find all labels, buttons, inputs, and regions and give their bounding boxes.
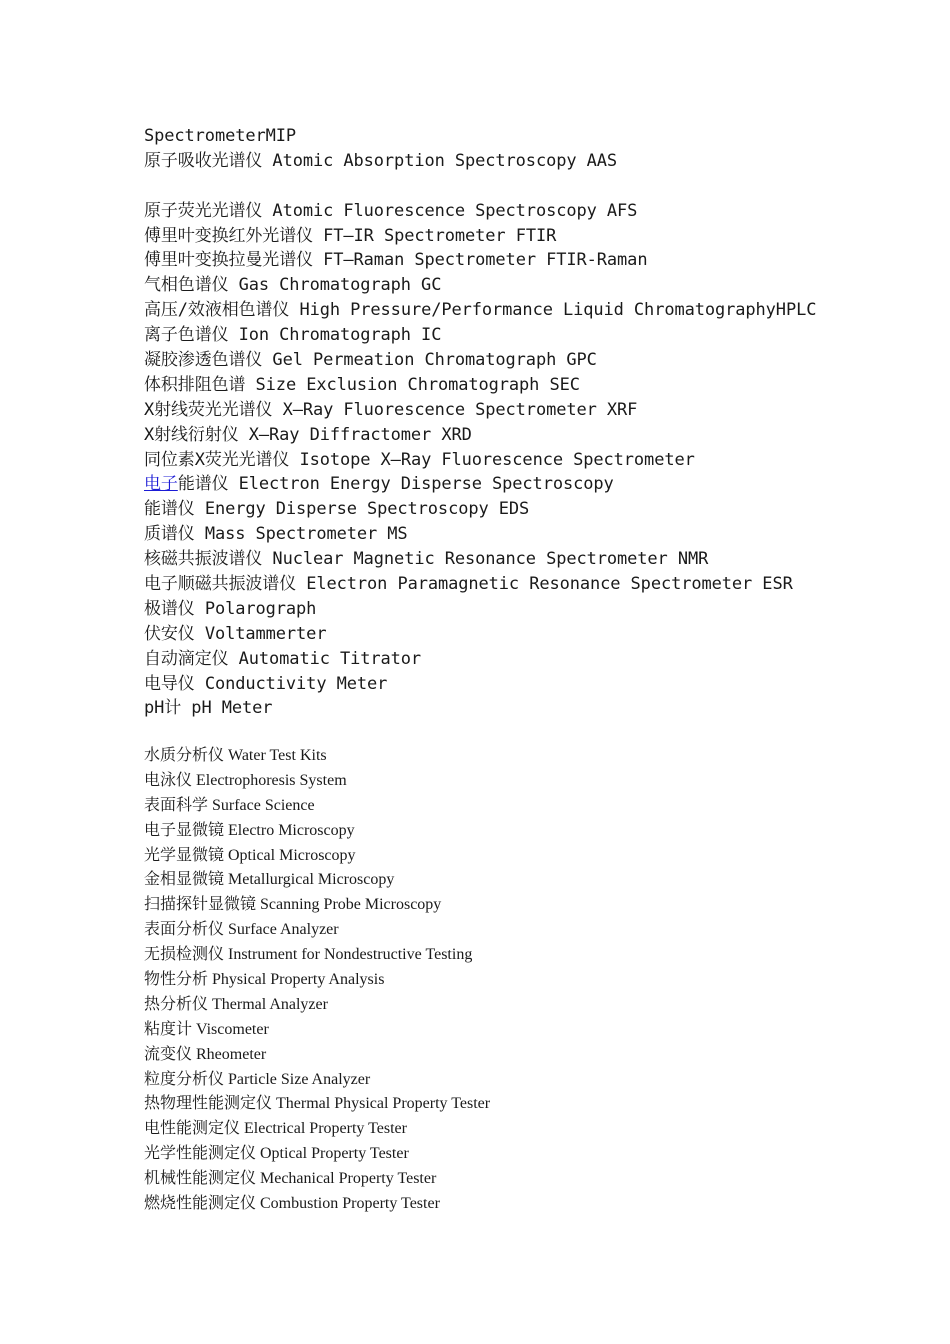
text-line: 电子显微镜 Electro Microscopy [144,821,355,839]
text-line: 电性能测定仪 Electrical Property Tester [144,1120,407,1138]
text-line: 同位素X荧光光谱仪 Isotope X—Ray Fluorescence Spectrometer [144,449,695,470]
text-line: 原子荧光光谱仪 Atomic Fluorescence Spectroscopy AFS [144,200,638,221]
text-line: 光学显微镜 Optical Microscopy [144,846,356,864]
text-line: 热分析仪 Thermal Analyzer [144,995,328,1013]
text-line: 热物理性能测定仪 Thermal Physical Property Tester [144,1095,491,1113]
text-line: SpectrometerMIP [144,126,297,146]
text-line-rest: 能谱仪 Electron Energy Disperse Spectroscopy [177,474,614,495]
text-line: 伏安仪 Voltammerter [144,623,327,644]
text-line: 体积排阻色谱 Size Exclusion Chromatograph SEC [144,374,580,395]
text-line: 流变仪 Rheometer [144,1045,267,1063]
text-line: X射线荧光光谱仪 X—Ray Fluorescence Spectrometer XRF [144,399,638,420]
text-line: 粒度分析仪 Particle Size Analyzer [144,1070,371,1088]
text-line: 机械性能测定仪 Mechanical Property Tester [144,1170,437,1188]
text-line: 原子吸收光谱仪 Atomic Absorption Spectroscopy AAS [144,150,618,171]
text-line: 离子色谱仪 Ion Chromatograph IC [144,325,442,346]
text-line: 电导仪 Conductivity Meter [144,673,388,694]
text-line: 质谱仪 Mass Spectrometer MS [144,524,408,545]
text-line: 自动滴定仪 Automatic Titrator [144,648,422,669]
text-line: 傅里叶变换拉曼光谱仪 FT—Raman Spectrometer FTIR-Raman [144,250,648,271]
text-line: 金相显微镜 Metallurgical Microscopy [144,871,395,889]
text-line: 表面分析仪 Surface Analyzer [144,921,339,939]
text-line: 傅里叶变换红外光谱仪 FT—IR Spectrometer FTIR [144,225,557,246]
text-line: X射线衍射仪 X—Ray Diffractomer XRD [144,424,472,445]
text-line: 无损检测仪 Instrument for Nondestructive Testing [144,946,473,964]
text-line: 物性分析 Physical Property Analysis [144,971,385,989]
text-line: 极谱仪 Polarograph [144,598,317,619]
text-line: pH计 pH Meter [144,698,273,719]
text-line: 电泳仪 Electrophoresis System [144,771,347,789]
text-line-with-link [144,472,924,497]
text-line: 能谱仪 Energy Disperse Spectroscopy EDS [144,499,530,520]
text-line: 光学性能测定仪 Optical Property Tester [144,1145,409,1163]
text-line: 扫描探针显微镜 Scanning Probe Microscopy [144,896,442,914]
text-line: 凝胶渗透色谱仪 Gel Permeation Chromatograph GPC [144,350,597,371]
text-line: 水质分析仪 Water Test Kits [144,747,327,764]
instrument-list-monospace [144,124,924,721]
instrument-list-serif [144,744,924,1217]
text-line: 高压/效液相色谱仪 High Pressure/Performance Liquid ChromatographyHPLC [144,300,817,321]
text-line: 核磁共振波谱仪 Nuclear Magnetic Resonance Spectrometer NMR [144,549,709,570]
text-line: 表面科学 Surface Science [144,796,315,814]
electron-link[interactable]: 电子 [144,474,178,495]
text-line: 燃烧性能测定仪 Combustion Property Tester [144,1195,440,1213]
text-line: 气相色谱仪 Gas Chromatograph GC [144,275,442,296]
text-line: 粘度计 Viscometer [144,1020,269,1038]
text-line: 电子顺磁共振波谱仪 Electron Paramagnetic Resonance Spectrometer ESR [144,574,793,595]
